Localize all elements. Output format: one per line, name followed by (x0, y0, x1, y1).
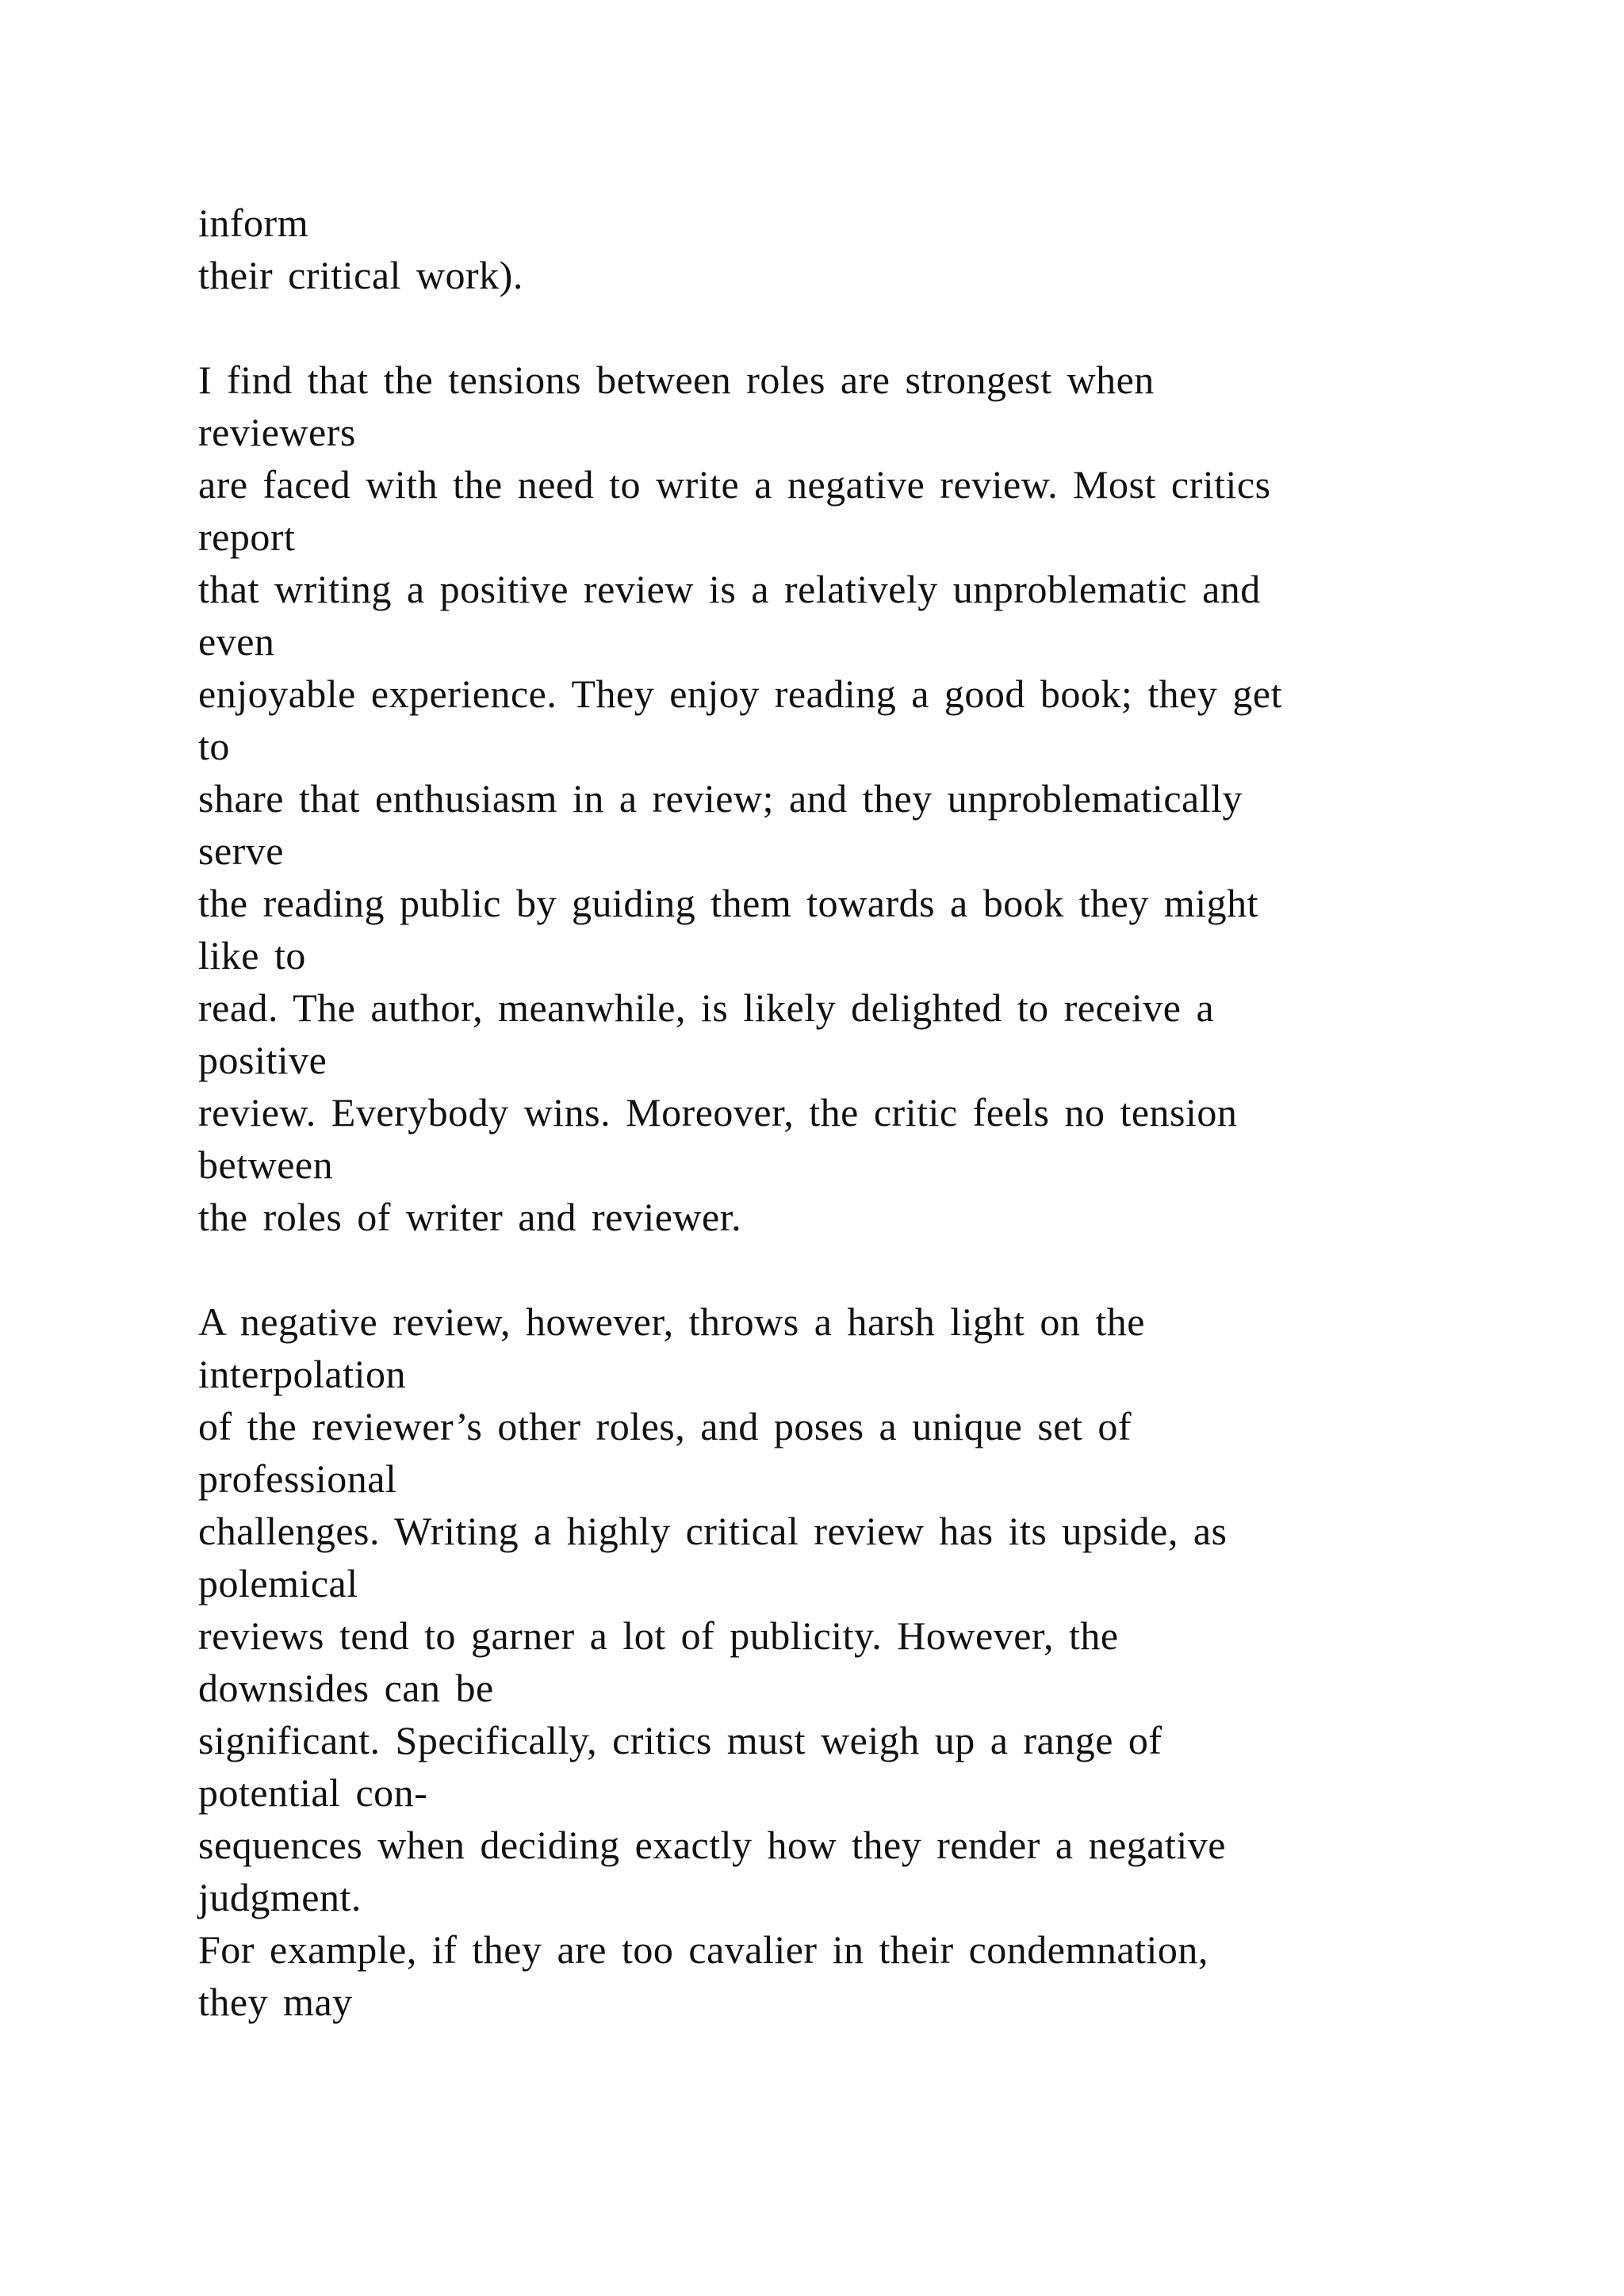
paragraph-1 (198, 197, 1483, 301)
text-line: to (198, 724, 230, 768)
text-line: of the reviewer’s other roles, and poses a unique set of (198, 1404, 1132, 1448)
paragraph-break (198, 301, 1483, 354)
text-line: the roles of writer and reviewer. (198, 1195, 742, 1239)
paragraph-3 (198, 1295, 1483, 2028)
text-line: A negative review, however, throws a harsh light on the (198, 1299, 1145, 1344)
paragraph-2 (198, 354, 1483, 1243)
text-line: their critical work). (198, 253, 523, 297)
text-line: judgment. (198, 1875, 362, 1919)
body-text (198, 197, 1483, 2028)
text-line: challenges. Writing a highly critical review has its upside, as (198, 1509, 1228, 1553)
text-line: I find that the tensions between roles are strongest when (198, 358, 1155, 402)
text-line: sequences when deciding exactly how they render a negative (198, 1823, 1226, 1867)
text-line: significant. Specifically, critics must weigh up a range of (198, 1718, 1162, 1762)
text-line: share that enthusiasm in a review; and they unproblematically (198, 776, 1243, 821)
text-line: polemical (198, 1561, 358, 1605)
text-line: like to (198, 933, 306, 978)
text-line: even (198, 619, 275, 664)
paragraph-break (198, 1243, 1483, 1295)
text-line: reviews tend to garner a lot of publicity. However, the (198, 1613, 1119, 1658)
text-line: serve (198, 828, 284, 873)
text-line: read. The author, meanwhile, is likely delighted to receive a (198, 985, 1215, 1030)
text-line: between (198, 1142, 334, 1187)
text-line: downsides can be (198, 1666, 494, 1710)
text-line: For example, if they are too cavalier in their condemnation, (198, 1927, 1208, 1972)
text-line: enjoyable experience. They enjoy reading a good book; they get (198, 672, 1282, 716)
text-line: potential con- (198, 1770, 428, 1815)
text-line: inform (198, 201, 309, 245)
text-line: they may (198, 1980, 353, 2024)
text-line: review. Everybody wins. Moreover, the critic feels no tension (198, 1090, 1238, 1135)
text-line: report (198, 515, 296, 559)
text-line: that writing a positive review is a relatively unproblematic and (198, 567, 1261, 611)
text-line: positive (198, 1038, 327, 1082)
text-line: interpolation (198, 1352, 406, 1396)
text-line: the reading public by guiding them towards a book they might (198, 881, 1258, 925)
text-line: reviewers (198, 410, 356, 454)
text-line: professional (198, 1456, 397, 1501)
text-line: are faced with the need to write a negative review. Most critics (198, 462, 1271, 507)
